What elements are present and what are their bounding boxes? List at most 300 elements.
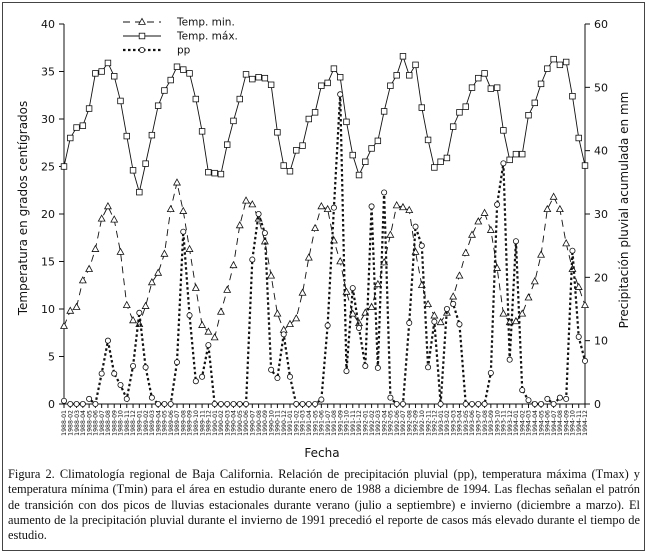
data-point [86,106,92,112]
data-point [356,172,362,178]
x-tick-label: 1989-10 [193,410,201,436]
x-tick-label: 1991-12 [356,410,364,436]
x-tick-label: 1990-10 [268,410,276,436]
data-point [369,204,374,209]
data-point [250,257,255,262]
x-tick-label: 1991-02 [293,410,301,436]
x-tick-label: 1994-01 [513,410,521,436]
x-tick-label: 1989-06 [167,410,175,436]
data-point [501,161,506,166]
data-point [112,371,117,376]
data-point [80,401,85,406]
x-tick-label: 1993-08 [481,410,489,436]
x-tick-label: 1992-07 [400,410,408,436]
data-point [494,85,500,91]
data-point [564,396,569,401]
data-point [236,222,243,228]
data-point [212,401,217,406]
data-point [130,168,136,174]
data-point [319,83,325,89]
x-tick-label: 1994-04 [531,410,539,436]
x-tick-label: 1990-02 [218,410,226,436]
data-point [118,98,124,104]
data-point [475,75,481,81]
data-point [218,171,224,177]
data-point [381,109,387,115]
data-point [68,401,73,406]
data-point [262,75,268,81]
x-tick-label: 1994-12 [582,410,590,436]
y-tick-label: 35 [41,65,55,79]
x-tick-label: 1994-11 [575,410,583,436]
data-point [451,301,456,306]
data-point [576,135,582,141]
data-point [105,338,110,343]
data-point [199,322,206,328]
x-tick-label: 1992-08 [406,410,414,436]
data-point [218,401,223,406]
data-point [123,302,130,308]
data-point [155,103,161,109]
x-tick-label: 1988-11 [123,410,131,436]
data-point [462,249,469,255]
data-point [469,231,476,237]
x-tick-label: 1993-04 [456,410,464,436]
legend-label: Temp. min. [177,16,235,29]
data-point [419,243,424,248]
x-tick-label: 1993-07 [475,410,483,436]
data-point [224,142,230,148]
data-point [507,357,512,362]
data-point [98,215,105,221]
data-point [80,277,87,283]
data-point [306,116,312,122]
x-tick-label: 1992-02 [368,410,376,436]
data-point [338,92,343,97]
y2-tick-label: 10 [594,334,608,348]
data-point [406,73,412,79]
data-point [61,323,68,329]
data-point [187,313,192,318]
x-tick-label: 1992-03 [375,410,383,436]
data-point [425,137,431,143]
data-point [400,54,406,60]
data-point [287,374,292,379]
data-point [206,169,212,175]
data-point [174,360,179,365]
data-point [507,157,513,163]
data-point [193,285,200,291]
x-tick-label: 1991-03 [299,410,307,436]
x-tick-label: 1994-06 [544,410,552,436]
data-point [495,202,500,207]
data-point [161,250,168,256]
data-point [130,363,135,368]
data-point [570,93,576,99]
data-point [105,60,111,66]
data-point [224,286,231,292]
x-tick-label: 1990-04 [230,410,238,436]
data-point [243,197,250,203]
data-point [368,304,375,310]
data-point [538,81,544,87]
data-point [73,304,80,310]
data-point [388,395,393,400]
series-line [64,94,585,404]
x-tick-label: 1991-11 [349,410,357,436]
data-point [174,179,181,185]
data-point [212,170,218,176]
data-point [99,69,105,75]
y-tick-label: 5 [48,350,55,364]
data-point [137,310,142,315]
x-tick-label: 1992-09 [412,410,420,436]
x-axis-label: Fecha [304,446,340,460]
x-tick-label: 1988-06 [92,410,100,436]
data-point [268,82,274,88]
data-point [124,133,130,139]
data-point [312,225,319,231]
data-point [93,401,98,406]
y2-axis-label: Precipitación pluvial acumulada en mm [617,91,631,329]
x-tick-label: 1993-03 [450,410,458,436]
legend-label: pp [177,44,191,57]
x-tick-label: 1992-06 [393,410,401,436]
data-point [199,374,204,379]
x-tick-label: 1991-01 [287,410,295,436]
data-point [532,100,538,106]
data-point [394,401,399,406]
y-axis-label: Temperatura en grados centígrados [16,100,30,316]
data-point [557,395,562,400]
data-point [375,365,380,370]
data-point [544,206,551,212]
data-point [312,110,318,116]
data-point [299,289,306,295]
x-tick-label: 1989-11 [199,410,207,436]
y2-tick-label: 60 [594,18,608,31]
x-tick-label: 1993-12 [506,410,514,436]
data-point [457,110,463,116]
x-tick-label: 1991-08 [331,410,339,436]
data-point [211,334,218,340]
data-point [363,159,369,165]
data-point [575,284,582,290]
data-point [563,59,569,65]
data-point [469,85,475,91]
data-point [363,363,368,368]
y2-tick-label: 30 [594,208,608,221]
data-point [331,205,336,210]
x-tick-label: 1989-02 [142,410,150,436]
data-point [350,286,355,291]
figure-caption: Figura 2. Climatología regional de Baja California. Relación de precipitación pluvial (pp), temperatura máxima (Tmax) y temperatura mínima (Tmin) para el área en estudio durante enero de 1988 a diciembre de 1994. Las flechas señalan el patrón de transición con dos picos de lluvias estacionales durante verano (julio a septiembre) e invierno (diciembre a marzo). El aumento de la precipitación pluvial durante el invierno de 1991 precedió el reporte de casos más elevado durante el tiempo de estudio. [8,467,640,543]
x-tick-label: 1989-04 [155,410,163,436]
data-point [582,358,587,363]
data-point [526,398,531,403]
data-point [300,143,306,149]
data-point [394,73,400,79]
data-point [306,254,313,260]
data-point [337,74,343,80]
x-tick-label: 1993-10 [494,410,502,436]
x-tick-label: 1989-09 [186,410,194,436]
y2-tick-label: 40 [594,144,608,158]
x-tick-label: 1992-10 [418,410,426,436]
x-tick-label: 1993-01 [437,410,445,436]
x-tick-label: 1990-05 [236,410,244,436]
data-point [557,62,563,68]
data-point [344,368,349,373]
data-point [61,164,67,170]
data-point [167,206,174,212]
data-point [576,334,581,339]
data-point [312,401,317,406]
data-point [325,323,330,328]
x-tick-label: 1989-03 [149,410,157,436]
data-point [450,124,456,130]
data-point [231,118,237,124]
data-point [105,203,112,209]
x-tick-label: 1993-02 [444,410,452,436]
data-point [570,248,575,253]
data-point [250,76,256,82]
data-point [180,208,187,214]
data-point [186,246,193,252]
data-point [325,80,331,86]
data-point [181,229,186,234]
data-point [293,315,300,321]
x-tick-label: 1991-05 [312,410,320,436]
data-point [520,387,525,392]
data-point [293,148,299,154]
data-point [180,67,186,73]
data-point [256,74,262,80]
x-tick-label: 1988-12 [130,410,138,436]
data-point [431,312,438,318]
legend-marker [139,47,144,52]
data-point [501,128,507,134]
data-point [118,382,123,387]
x-tick-label: 1992-11 [425,410,433,436]
data-point [206,343,211,348]
x-tick-label: 1990-03 [224,410,232,436]
x-tick-label: 1993-06 [469,410,477,436]
data-point [230,262,237,268]
data-point [563,240,570,246]
x-tick-label: 1989-05 [161,410,169,436]
data-point [130,317,137,323]
data-point [545,396,550,401]
x-tick-label: 1992-01 [362,410,370,436]
data-point [463,401,468,406]
data-point [318,203,325,209]
data-point [425,365,430,370]
y-tick-label: 0 [48,398,55,411]
data-point [438,159,444,165]
data-point [413,224,418,229]
data-point [356,325,361,330]
x-tick-label: 1990-09 [262,410,270,436]
data-point [331,66,337,72]
x-tick-label: 1990-12 [280,410,288,436]
data-point [156,401,161,406]
legend-marker [139,18,146,24]
data-point [538,401,543,406]
x-tick-label: 1992-12 [431,410,439,436]
x-tick-label: 1991-09 [337,410,345,436]
series-circle [61,92,587,407]
data-point [432,319,437,324]
data-point [432,165,438,171]
data-point [469,401,474,406]
data-point [268,272,275,278]
legend-marker [139,33,145,39]
x-tick-label: 1994-09 [563,410,571,436]
data-point [149,132,155,138]
data-point [80,123,86,129]
x-tick-label: 1992-05 [387,410,395,436]
x-tick-label: 1994-08 [557,410,565,436]
data-point [199,129,205,135]
y-tick-label: 10 [41,303,55,316]
data-point [67,307,74,313]
data-point [488,370,493,375]
data-point [513,151,519,157]
data-point [375,138,381,144]
data-point [450,293,457,299]
data-point [532,401,537,406]
data-point [124,396,129,401]
data-point [287,168,293,174]
x-tick-label: 1993-09 [488,410,496,436]
data-point [482,71,488,77]
data-point [168,401,173,406]
data-point [137,189,143,195]
data-point [243,401,248,406]
x-tick-label: 1988-09 [111,410,119,436]
data-point [281,332,286,337]
data-point [99,371,104,376]
y2-tick-label: 20 [594,271,608,285]
x-tick-label: 1991-07 [324,410,332,436]
data-point [457,322,462,327]
data-point [419,105,425,111]
data-point [319,397,324,402]
data-point [500,310,507,316]
data-point [218,308,225,314]
data-point [74,401,79,406]
data-point [545,66,551,72]
data-point [481,209,488,215]
data-point [531,278,538,284]
data-point [92,246,99,252]
data-point [193,96,199,102]
x-tick-label: 1991-06 [318,410,326,436]
x-tick-label: 1988-05 [86,410,94,436]
data-point [187,71,193,77]
y-tick-label: 20 [41,208,55,221]
data-point [400,401,405,406]
x-tick-label: 1988-02 [67,410,75,436]
data-point [444,155,450,161]
data-point [488,227,495,233]
chart-series [61,54,589,407]
x-tick-label: 1992-04 [381,410,389,436]
chart-legend [123,17,238,57]
x-tick-label: 1994-03 [525,410,533,436]
data-point [369,146,375,152]
data-point [149,395,154,400]
data-point [155,269,162,275]
y-tick-label: 15 [41,255,55,269]
x-tick-label: 1990-01 [211,410,219,436]
data-point [350,152,356,158]
x-tick-label: 1988-03 [73,410,81,436]
data-point [243,72,249,78]
data-point [86,266,93,272]
data-point [67,135,73,141]
x-tick-label: 1990-06 [243,410,251,436]
data-point [438,401,443,406]
x-tick-label: 1993-05 [462,410,470,436]
data-point [237,401,242,406]
data-point [225,401,230,406]
y2-tick-label: 0 [594,398,601,411]
x-tick-label: 1991-04 [306,410,314,436]
x-tick-label: 1988-10 [117,410,125,436]
data-point [249,201,256,207]
data-point [557,206,564,212]
y-tick-label: 40 [41,18,55,31]
x-tick-label: 1991-10 [343,410,351,436]
data-point [143,161,149,167]
data-point [388,83,394,89]
data-point [463,104,469,110]
data-point [513,239,518,244]
data-point [456,272,463,278]
data-point [275,375,280,380]
data-point [143,365,148,370]
data-point [269,367,274,372]
data-point [237,96,243,102]
data-point [382,190,387,195]
data-point [87,396,92,401]
data-point [476,401,481,406]
data-point [274,310,281,316]
data-point [525,294,532,300]
x-tick-label: 1988-01 [61,410,69,436]
x-tick-label: 1989-07 [174,410,182,436]
x-tick-label: 1989-01 [136,410,144,436]
data-point [142,303,149,309]
x-tick-label: 1990-11 [274,410,282,436]
series-square [61,54,588,195]
data-point [117,248,124,254]
data-point [262,230,267,235]
data-point [387,231,394,237]
data-point [256,211,261,216]
data-point [168,77,174,83]
x-tick-label: 1993-11 [500,410,508,436]
data-point [582,302,589,308]
data-point [193,379,198,384]
y2-tick-label: 50 [594,81,608,95]
data-point [74,125,80,131]
data-point [294,401,299,406]
x-tick-label: 1989-12 [205,410,213,436]
x-tick-label: 1994-10 [569,410,577,436]
